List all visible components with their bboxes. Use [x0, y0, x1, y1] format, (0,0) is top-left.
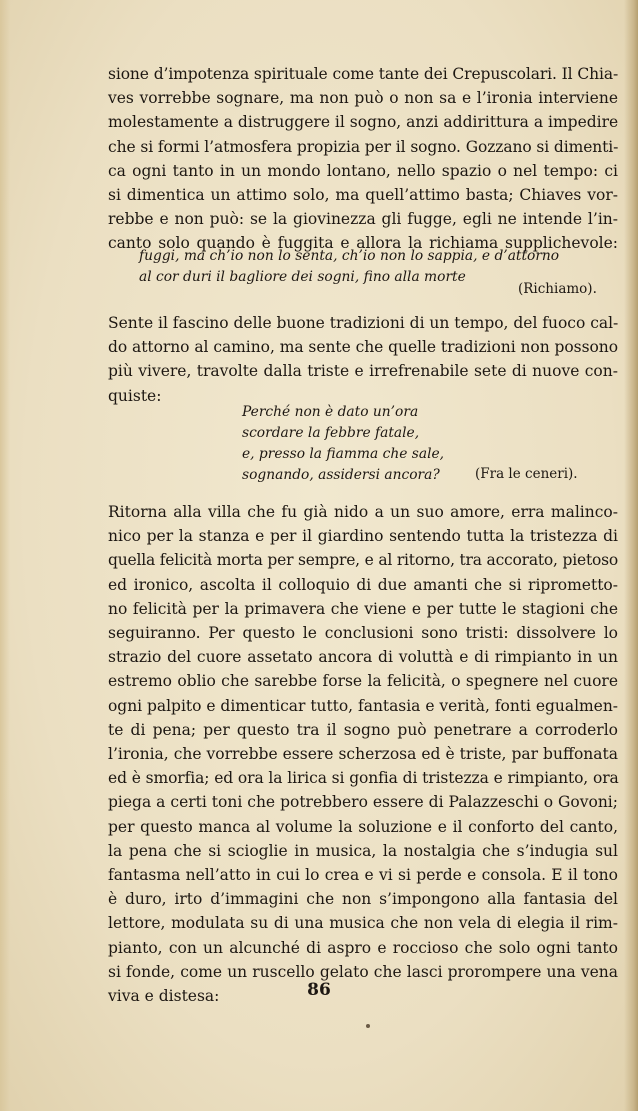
text-line: ves vorrebbe sognare, ma non può o non sa e l’ironia interviene — [108, 89, 618, 108]
verse-quote-2 — [242, 402, 444, 486]
text-line: ed ironico, ascolta il colloquio di due amanti che si ripromettο- — [108, 575, 618, 594]
paragraph-2 — [108, 311, 618, 408]
verse-line: e, presso la fiamma che sale, — [242, 446, 445, 462]
text-line: rebbe e non può: se la giovinezza gli fugge, egli ne intende l’in- — [108, 210, 618, 229]
text-line: pianto, con un alcunché di aspro e roccioso che solo ogni tanto — [108, 938, 618, 957]
text-line: ed è smorfia; ed ora la lirica si gonfia di tristezza e rimpianto, ora — [108, 769, 619, 788]
text-line: canto solo quando è fuggita e allora la richiama supplichevole: — [108, 234, 618, 253]
text-line: è duro, irto d’immagini che non s’impongono alla fantasia del — [108, 890, 618, 909]
text-line: fantasma nell’atto in cui lo crea e vi si perde e consola. E il tono — [108, 866, 618, 885]
text-line: ca ogni tanto in un mondo lontano, nello spazio o nel tempo: ci — [108, 161, 618, 180]
verse-line: sognando, assidersi ancora? — [242, 467, 440, 483]
text-line: si fonde, come un ruscello gelato che lasci prorompere una vena — [108, 962, 618, 981]
text-line: ogni palpito e dimenticar tutto, fantasia e verità, fonti egualmen- — [108, 696, 618, 715]
verse-line: fuggi, ma ch’io non lo senta, ch’io non lo sappia, e d’attorno — [139, 248, 560, 264]
text-line: sione d’impotenza spirituale come tante dei Crepuscolari. Il Chia- — [108, 65, 619, 83]
text-line: nico per la stanza e per il giardino sentendo tutta la tristezza di — [108, 527, 618, 546]
text-line: più vivere, travolte dalla triste e irrefrenabile sete di nuove con- — [108, 362, 618, 381]
text-line: lettore, modulata su di una musica che non vela di elegia il rim- — [108, 914, 618, 933]
text-line: Ritorna alla villa che fu già nido a un suo amore, erra malinco- — [108, 503, 618, 521]
text-line: la pena che si scioglie in musica, la nostalgia che s’indugia sul — [108, 841, 618, 860]
page-left-edge — [0, 0, 10, 1111]
text-line: per questo manca al volume la soluzione e il conforto del canto, — [108, 817, 618, 836]
text-line: strazio del cuore assetato ancora di voluttà e di rimpianto in un — [108, 648, 618, 667]
text-line: piega a certi toni che potrebbero essere di Palazzeschi o Govoni; — [108, 793, 618, 812]
quote-1-source: (Richiamo). — [518, 281, 597, 297]
verse-line: scordare la febbre fatale, — [242, 425, 420, 441]
text-line: estremo oblio che sarebbe forse la felicità, o spegnere nel cuore — [108, 672, 618, 691]
text-line: che si formi l’atmosfera propizia per il sogno. Gozzano si dimenti- — [108, 137, 619, 156]
text-line: viva e distesa: — [108, 987, 220, 1006]
verse-line: al cor duri il bagliore dei sogni, fino alla morte — [139, 269, 466, 285]
page-number: 86 — [307, 980, 331, 1000]
paragraph-3 — [108, 500, 618, 1008]
text-line: do attorno al camino, ma sente che quelle tradizioni non possono — [108, 338, 618, 357]
verse-line: Perché non è dato un’ora — [242, 404, 419, 420]
text-line: si dimentica un attimo solo, ma quell’attimo basta; Chiaves vor- — [108, 186, 618, 205]
text-line: Sente il fascino delle buone tradizioni di un tempo, del fuoco cal- — [108, 314, 619, 332]
page-right-edge — [624, 0, 638, 1111]
verse-quote-1 — [139, 246, 559, 288]
quote-2-source: (Fra le ceneri). — [475, 466, 578, 482]
text-line: molestamente a distruggere il sogno, anzi addirittura a impedire — [108, 113, 619, 132]
text-line: quella felicità morta per sempre, e al ritorno, tra accorato, pietoso — [108, 551, 618, 570]
text-line: te di pena; per questo tra il sogno può penetrare a corroderlo — [108, 720, 618, 739]
paper-speck — [366, 1024, 370, 1028]
text-line: l’ironia, che vorrebbe essere scherzosa ed è triste, par buffonata — [108, 745, 618, 764]
text-line: seguiranno. Per questo le conclusioni sono tristi: dissolvere lo — [108, 624, 618, 643]
text-line: no felicità per la primavera che viene e per tutte le stagioni che — [108, 599, 618, 618]
text-line: quiste: — [108, 386, 162, 405]
paragraph-1 — [108, 62, 618, 256]
